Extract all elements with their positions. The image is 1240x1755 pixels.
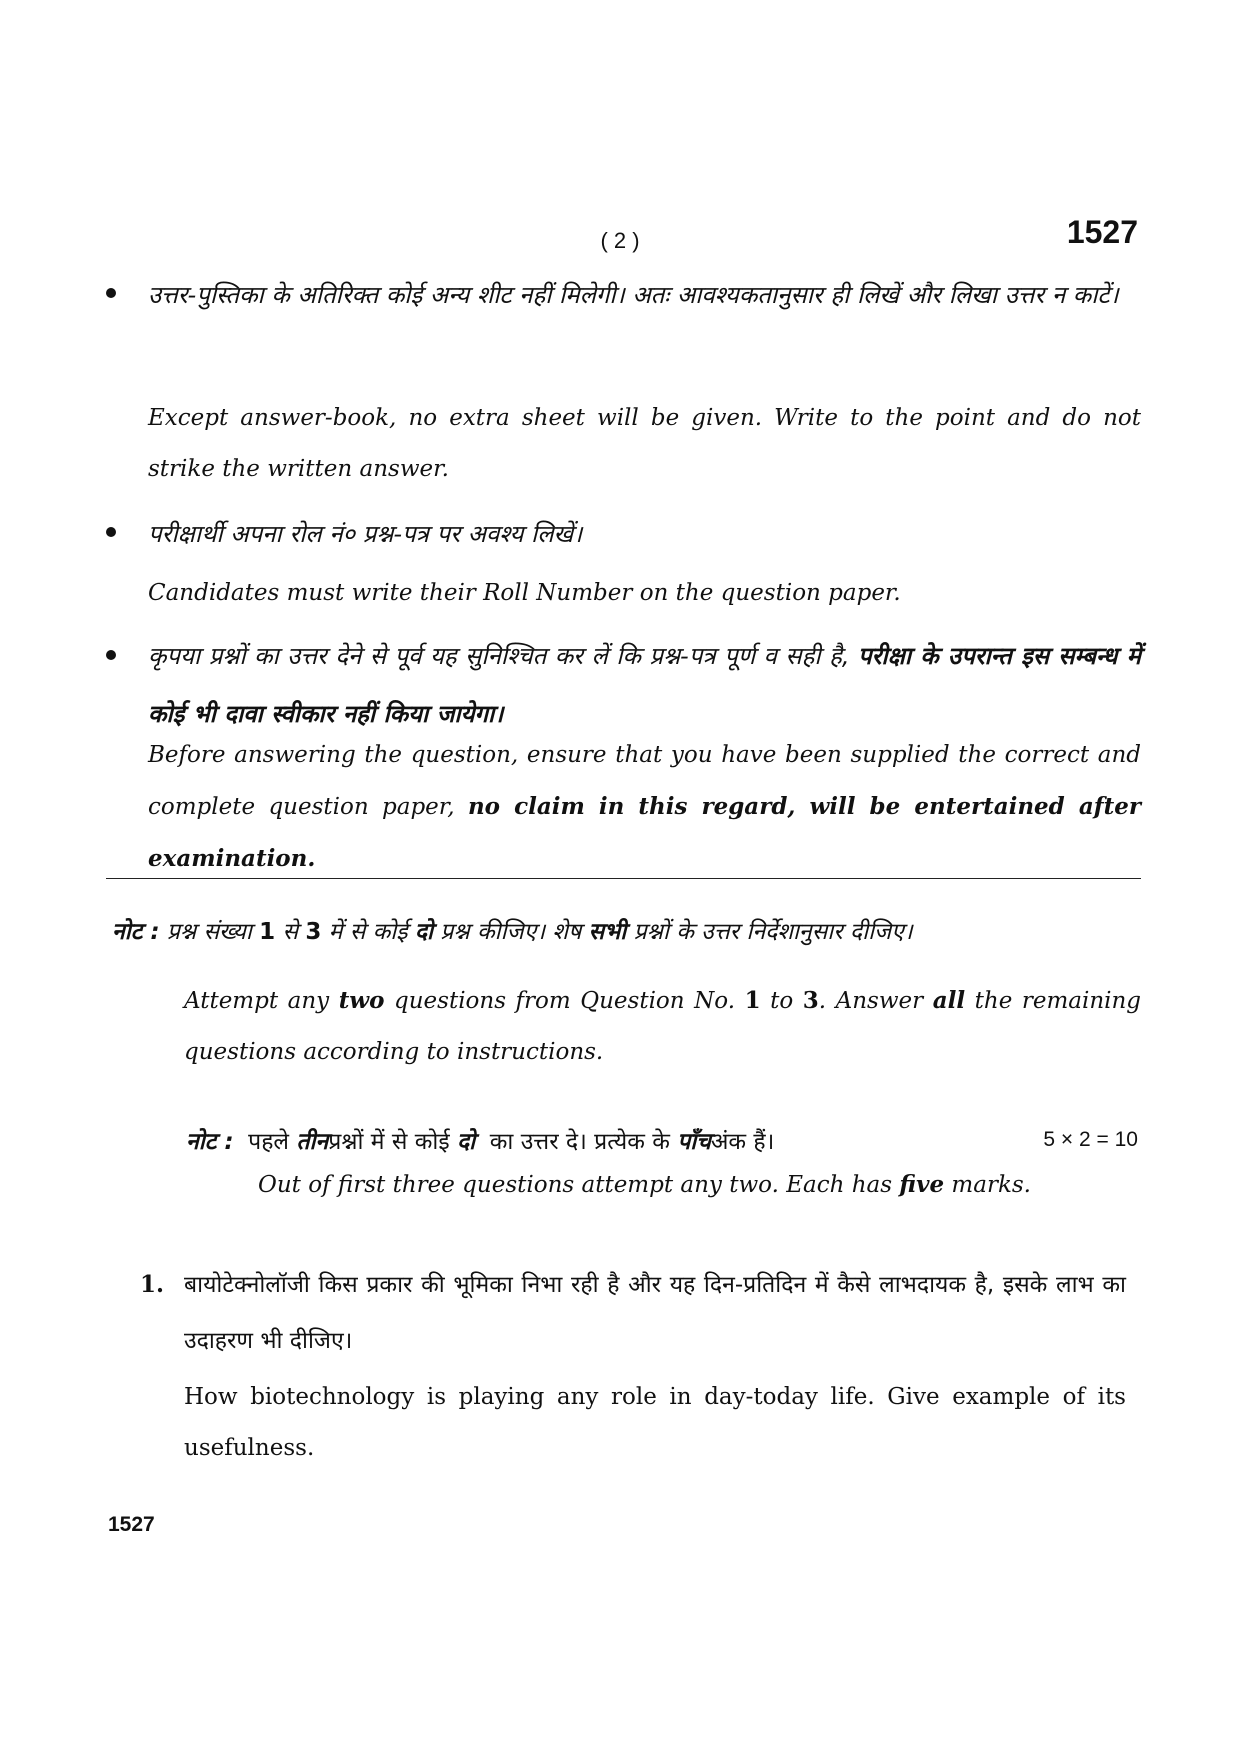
note-2-bold: दो	[456, 1129, 476, 1155]
note-2-label: नोट :	[186, 1129, 234, 1155]
note-1-part: प्रश्नों के उत्तर निर्देशानुसार दीजिए।	[633, 919, 913, 945]
note-1-en-bold: all	[932, 987, 966, 1014]
note-1-part: से	[282, 919, 299, 945]
note-1-bold: दो	[414, 919, 433, 945]
instruction-1-english: Except answer-book, no extra sheet will be given. Write to the point and do not strike the written answer.	[148, 405, 1141, 482]
note-1-en-part: to	[770, 988, 794, 1014]
instruction-2-hindi: परीक्षार्थी अपना रोल नं० प्रश्न-पत्र पर अवश्य लिखें।	[148, 520, 583, 548]
note-1-english	[184, 975, 1141, 1078]
bullet-icon	[106, 650, 116, 660]
note-2-part: का उत्तर दे। प्रत्येक के	[489, 1129, 670, 1155]
note-1-part: में से कोई	[328, 919, 408, 945]
note-1-en-part: the remaining questions according to instructions.	[184, 988, 1142, 1065]
instruction-3-hindi-bold: परीक्षा के उपरान्त इस सम्बन्ध में कोई भी दावा स्वीकार नहीं किया जायेगा।	[148, 642, 1141, 728]
note-2-en-bold: five	[899, 1171, 945, 1198]
note-2-bold: पाँच	[677, 1129, 711, 1155]
note-1-label: नोट :	[112, 919, 160, 945]
page-number: ( 2 )	[600, 228, 640, 253]
note-1-en-num: 1	[744, 987, 761, 1014]
note-1-en-bold: two	[338, 987, 385, 1014]
note-2-en-part: Out of first three questions attempt any two. Each has	[258, 1172, 893, 1198]
bullet-icon	[106, 288, 116, 298]
divider-line	[106, 878, 1141, 879]
note-1-bold: सभी	[588, 919, 627, 945]
note-1-en-part: questions from Question No.	[394, 988, 736, 1014]
instruction-1-hindi: उत्तर-पुस्तिका के अतिरिक्त कोई अन्य शीट नहीं मिलेगी। अतः आवश्यकतानुसार ही लिखें और लिखा उत्तर न काटें।	[148, 281, 1119, 309]
note-2-en-part: marks.	[951, 1172, 1031, 1198]
note-1-part: प्रश्न संख्या	[166, 919, 252, 945]
note-2-part: प्रश्नों में से कोई	[328, 1129, 450, 1155]
note-2-part: पहले	[248, 1129, 290, 1155]
note-2-hindi	[186, 1124, 774, 1156]
note-2-part: अंक हैं।	[710, 1129, 775, 1155]
note-2-english	[258, 1171, 1031, 1198]
question-1-english: How biotechnology is playing any role in day-today life. Give example of its usefulness.	[184, 1384, 1126, 1461]
note-1-num: 3	[305, 919, 322, 945]
instruction-3-english-bold: no claim in this regard, will be entertained after examination.	[148, 793, 1142, 872]
note-1-en-part: Attempt any	[184, 988, 330, 1014]
instruction-3-hindi	[148, 627, 1141, 743]
note-2-bold: तीन	[296, 1129, 329, 1155]
marks-allocation: 5 × 2 = 10	[1043, 1128, 1138, 1151]
note-1-num: 1	[259, 919, 276, 945]
paper-code-top: 1527	[1066, 214, 1138, 250]
instruction-3-english	[148, 730, 1141, 885]
note-1-part: प्रश्न कीजिए। शेष	[440, 919, 582, 945]
instruction-2-english: Candidates must write their Roll Number on the question paper.	[148, 580, 901, 606]
question-1-hindi: बायोटेक्नोलॉजी किस प्रकार की भूमिका निभा रही है और यह दिन-प्रतिदिन में कैसे लाभदायक है, इसके लाभ का उदाहरण भी दीजिए।	[184, 1272, 1126, 1354]
note-1-en-part: . Answer	[818, 988, 924, 1014]
bullet-icon	[106, 527, 116, 537]
paper-code-bottom: 1527	[108, 1513, 155, 1536]
question-1-number: 1.	[140, 1271, 165, 1298]
note-1-hindi	[112, 914, 913, 946]
note-1-en-num: 3	[802, 987, 819, 1014]
instruction-3-hindi-text: कृपया प्रश्नों का उत्तर देने से पूर्व यह सुनिश्चित कर लें कि प्रश्न-पत्र पूर्ण व सही है,	[148, 642, 850, 670]
instruction-3-english-text: Before answering the question, ensure that you have been supplied the correct and complete question paper,	[148, 742, 1141, 820]
